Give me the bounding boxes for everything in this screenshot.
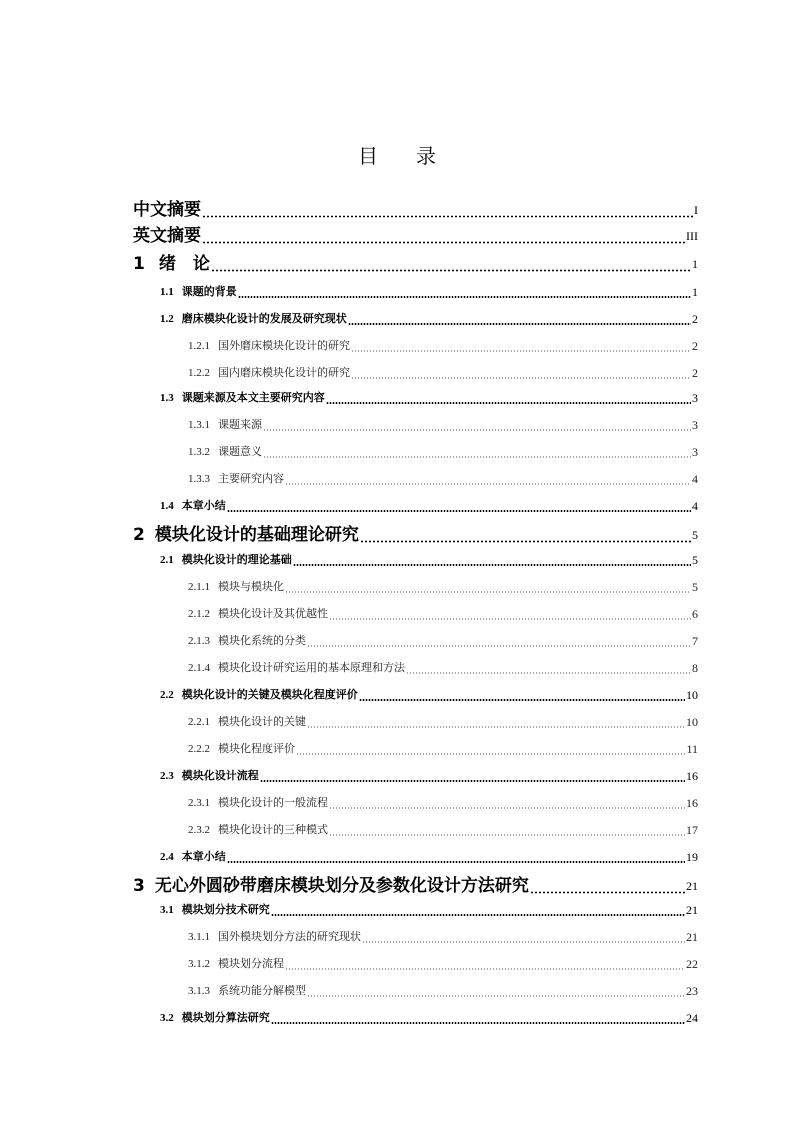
toc-entry[interactable] [133,225,698,247]
toc-entry-number: 2.1.2 [188,608,210,620]
toc-entry-label [160,849,226,865]
toc-entry[interactable] [160,1010,698,1026]
toc-entry-label [188,417,262,433]
toc-entry-text: 课题的背景 [181,285,237,298]
toc-entry[interactable] [133,199,698,221]
toc-entry-text: 模块化设计流程 [181,769,259,782]
toc-entry-page: 21 [686,879,698,893]
toc-entry-text: 模块化设计的关键及模块化程度评价 [181,688,358,701]
toc-entry-label [160,390,325,406]
toc-entry-label [188,606,328,622]
toc-entry-label [188,471,284,487]
toc-entry-page: 4 [692,472,698,486]
toc-entry[interactable] [160,849,698,865]
toc-entry-text: 国外模块划分方法的研究现状 [218,930,361,943]
dot-leader [307,633,691,649]
toc-entry-text: 模块化程度评价 [218,742,295,755]
dot-leader [351,365,691,381]
dot-leader [202,199,693,221]
toc-entry-number: 2.1.1 [188,581,210,593]
toc-entry-number: 2.3 [160,770,174,782]
toc-entry-page: 19 [686,850,698,864]
toc-entry-page: 16 [686,796,698,810]
toc-entry-page: 1 [692,285,698,299]
page-title [0,142,794,170]
toc-entry-number: 3.1.3 [188,985,210,997]
toc-entry-number: 1.3.3 [188,473,210,485]
toc-entry-page: I [694,203,698,217]
toc-entry-page: 21 [686,903,698,917]
dot-leader [285,579,691,595]
toc-entry-text: 磨床模块化设计的发展及研究现状 [181,312,347,325]
toc-entry-label [188,983,306,999]
toc-entry-number: 2.1.3 [188,635,210,647]
toc-entry-label [160,687,358,703]
toc-entry-text: 主要研究内容 [218,472,284,485]
toc-entry-text: 模块与模块化 [218,580,284,593]
toc-entry-label [160,1010,270,1026]
dot-leader [227,849,685,865]
toc-entry-page: 2 [692,339,698,353]
toc-entry-page: 4 [692,499,698,513]
toc-entry-text: 绪 论 [158,254,210,274]
toc-entry-label [188,444,262,460]
dot-leader [263,417,691,433]
toc-entry-text: 课题来源 [218,418,262,431]
toc-entry-page: 10 [686,715,698,729]
toc-entry-number: 1.3.1 [188,419,210,431]
toc-entry-label [188,795,328,811]
toc-entry-text: 本章小结 [181,499,226,512]
toc-entry-text: 无心外圆砂带磨床模块划分及参数化设计方法研究 [154,876,529,896]
toc-entry-label [188,365,350,381]
dot-leader [271,1010,685,1026]
toc-entry-label [188,338,350,354]
toc-entry-text: 中文摘要 [133,200,201,220]
toc-entry-label [160,552,292,568]
toc-entry-text: 课题来源及本文主要研究内容 [181,391,325,404]
toc-entry-text: 模块化设计研究运用的基本原理和方法 [218,661,405,674]
toc-entry-text: 模块划分流程 [218,957,284,970]
toc-entry[interactable] [188,714,698,730]
toc-entry-page: 22 [686,957,698,971]
toc-entry-text: 本章小结 [181,850,226,863]
dot-leader [271,902,685,918]
toc-entry[interactable] [133,875,698,897]
dot-leader [362,929,685,945]
toc-entry-label [160,498,226,514]
toc-entry-text: 模块化设计及其优越性 [218,607,328,620]
toc-entry[interactable] [188,471,698,487]
toc-entry-page: 5 [692,528,698,542]
dot-leader [307,714,685,730]
toc-entry-number: 1.3.2 [188,446,210,458]
toc-entry-label [188,929,361,945]
toc-entry-page: 21 [686,930,698,944]
toc-entry[interactable] [188,633,698,649]
toc-entry[interactable] [160,284,698,300]
toc-entry-text: 模块化系统的分类 [218,634,306,647]
toc-entry-label [133,253,210,275]
dot-leader [351,338,691,354]
toc-entry-page: 7 [692,634,698,648]
toc-entry-label [133,199,201,221]
toc-entry-text: 模块划分算法研究 [181,1011,270,1024]
toc-entry-page: 5 [692,553,698,567]
toc-entry-text: 模块化设计的基础理论研究 [154,525,359,545]
toc-entry-page: 11 [686,742,698,756]
toc-entry[interactable] [188,579,698,595]
toc-entry-number: 1.1 [160,286,174,298]
toc-entry[interactable] [133,524,698,546]
toc-entry-page: 3 [692,445,698,459]
toc-entry-number: 2.4 [160,851,174,863]
toc-entry-label [160,284,237,300]
toc-entry-page: III [686,229,698,243]
toc-entry[interactable] [160,390,698,406]
dot-leader [360,524,691,546]
toc-entry-number: 3.1 [160,904,174,916]
toc-entry-number: 2 [133,525,145,545]
toc-entry-page: 5 [692,580,698,594]
toc-entry[interactable] [160,687,698,703]
toc-entry-text: 系统功能分解模型 [218,984,306,997]
dot-leader [307,983,685,999]
toc-entry[interactable] [160,498,698,514]
toc-entry-label [133,875,529,897]
toc-entry-number: 2.2.2 [188,743,210,755]
toc-entry-number: 1.2.2 [188,367,210,379]
dot-leader [260,768,685,784]
toc-entry-page: 8 [692,661,698,675]
toc-entry-text: 课题意义 [218,445,262,458]
toc-entry-number: 1.3 [160,392,174,404]
toc-entry-page: 3 [692,391,698,405]
toc-entry-number: 3 [133,876,145,896]
toc-entry[interactable] [188,444,698,460]
toc-entry-page: 6 [692,607,698,621]
toc-entry[interactable] [160,552,698,568]
toc-entry-page: 23 [686,984,698,998]
toc-entry[interactable] [188,338,698,354]
dot-leader [227,498,691,514]
toc-entry-number: 3.1.2 [188,958,210,970]
toc-entry-page: 10 [686,688,698,702]
dot-leader [329,606,691,622]
toc-entry[interactable] [160,768,698,784]
toc-entry-text: 模块化设计的一般流程 [218,796,328,809]
toc-entry-label [160,768,259,784]
toc-entry-page: 3 [692,418,698,432]
toc-entry-label [160,311,347,327]
toc-entry-number: 2.1 [160,554,174,566]
dot-leader [263,444,691,460]
toc-entry-label [133,524,359,546]
toc-entry[interactable] [188,956,698,972]
toc-entry[interactable] [188,795,698,811]
toc-entry-label [188,822,328,838]
toc-entry[interactable] [160,902,698,918]
toc-entry-number: 1.4 [160,500,174,512]
toc-entry-page: 16 [686,769,698,783]
dot-leader [211,253,691,275]
dot-leader [329,822,685,838]
toc-entry-page: 1 [692,257,698,271]
toc-entry[interactable] [160,311,698,327]
dot-leader [329,795,685,811]
toc-entry-number: 2.3.2 [188,824,210,836]
toc-entry-label [188,633,306,649]
toc-entry-label [188,714,306,730]
toc-entry[interactable] [188,417,698,433]
toc-entry-page: 17 [686,823,698,837]
dot-leader [238,284,691,300]
toc-entry-text: 模块化设计的理论基础 [181,553,292,566]
toc-entry-number: 2.2 [160,689,174,701]
toc-entry-text: 模块划分技术研究 [181,903,270,916]
dot-leader [348,311,691,327]
dot-leader [293,552,691,568]
toc-entry-page: 24 [686,1011,698,1025]
toc-entry-number: 2.1.4 [188,662,210,674]
toc-entry[interactable] [188,365,698,381]
toc-entry-number: 3.2 [160,1012,174,1024]
toc-entry-number: 1.2 [160,313,174,325]
toc-entry[interactable] [188,983,698,999]
toc-entry-text: 国内磨床模块化设计的研究 [218,366,350,379]
dot-leader [406,660,691,676]
toc-entry-label [188,956,284,972]
toc-entry-label [133,225,201,247]
toc-entry-number: 1 [133,254,145,274]
toc-entry[interactable] [188,606,698,622]
toc-entry[interactable] [188,822,698,838]
toc-entry[interactable] [188,929,698,945]
toc-entry-page: 2 [692,312,698,326]
dot-leader [326,390,691,406]
toc-entry-label [160,902,270,918]
toc-entry-text: 英文摘要 [133,226,201,246]
toc-entry[interactable] [133,253,698,275]
dot-leader [359,687,685,703]
title-char-2: 录 [416,144,436,168]
dot-leader [530,875,685,897]
title-char-1: 目 [358,144,378,168]
toc-entry-label [188,741,295,757]
toc-entry-label [188,660,405,676]
toc-entry-number: 3.1.1 [188,931,210,943]
dot-leader [285,956,685,972]
toc-entry-text: 国外磨床模块化设计的研究 [218,339,350,352]
toc-entry-number: 1.2.1 [188,340,210,352]
toc-entry-text: 模块化设计的关键 [218,715,306,728]
toc-entry[interactable] [188,741,698,757]
dot-leader [285,471,691,487]
toc-entry-label [188,579,284,595]
toc-entry-number: 2.3.1 [188,797,210,809]
toc-entry-page: 2 [692,366,698,380]
dot-leader [202,225,685,247]
toc-entry[interactable] [188,660,698,676]
toc-entry-number: 2.2.1 [188,716,210,728]
toc-entry-text: 模块化设计的三种模式 [218,823,328,836]
dot-leader [296,741,685,757]
